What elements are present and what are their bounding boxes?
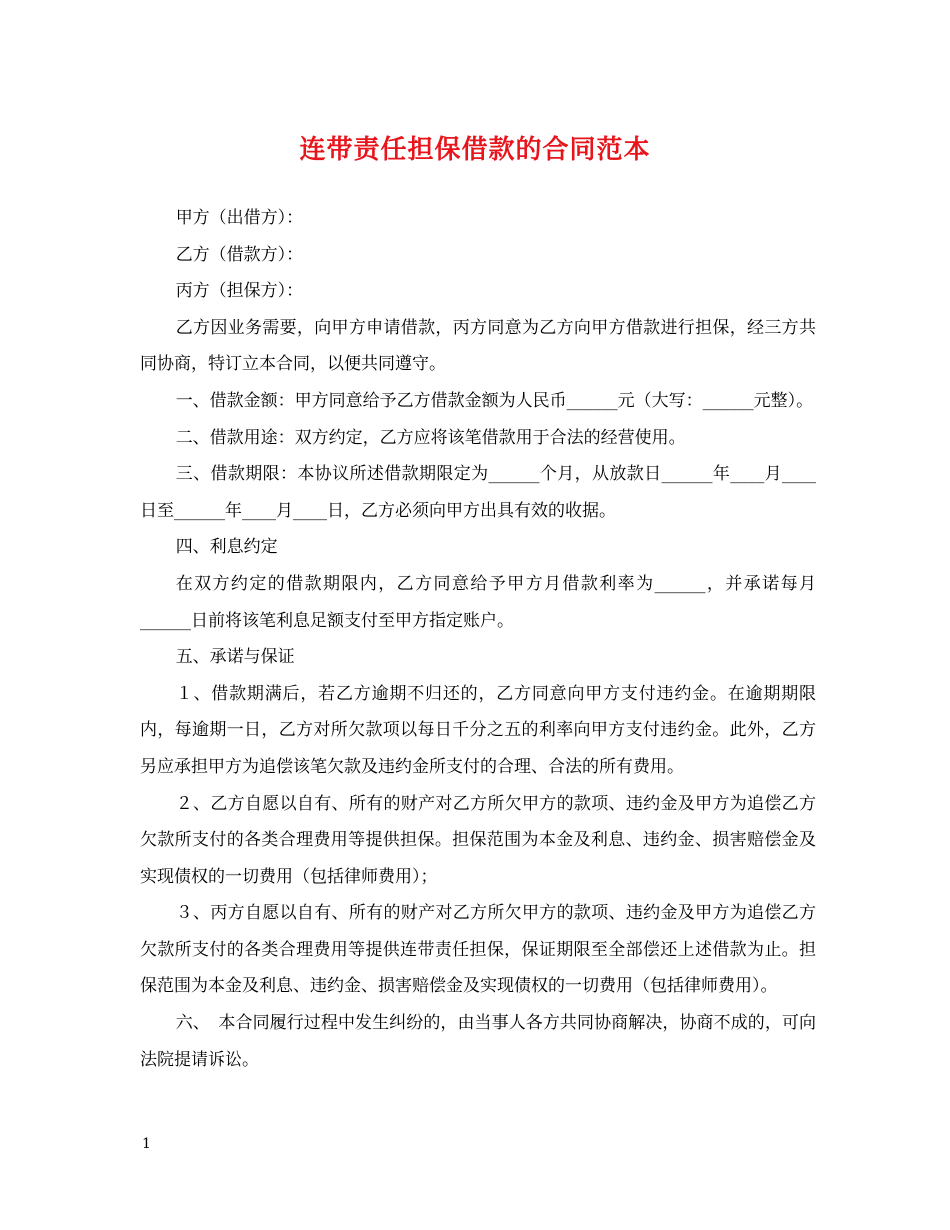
clause-interest-text: 在双方约定的借款期限内，乙方同意给予甲方月借款利率为______，并承诺每月______日前将该笔利息足额支付至甲方指定账户。: [140, 573, 816, 631]
party-c-line: 丙方（担保方）：: [175, 281, 304, 302]
clause-promise-heading: 五、承诺与保证: [175, 647, 295, 668]
clause-loan-amount: 一、借款金额：甲方同意给予乙方借款金额为人民币______元（大写：______元整）。: [175, 390, 814, 411]
party-a-line: 甲方（出借方）：: [175, 208, 304, 228]
party-b-line: 乙方（借款方）：: [175, 244, 304, 265]
clause-interest-heading: 四、利息约定: [175, 537, 278, 558]
preamble-paragraph: 乙方因业务需要，向甲方申请借款，丙方同意为乙方向甲方借款进行担保，经三方共同协商，特订立本合同，以便共同遵守。: [140, 317, 816, 375]
document-body: [140, 200, 816, 1078]
promise-item-3: ３、丙方自愿以自有、所有的财产对乙方所欠甲方的款项、违约金及甲方为追偿乙方欠款所支付的各类合理费用等提供连带责任担保，保证期限至全部偿还上述借款为止。担保范围为本金及利息、违约金、损害赔偿金及实现债权的一切费用（包括律师费用）。: [140, 903, 816, 997]
clause-dispute: 六、 本合同履行过程中发生纠纷的，由当事人各方共同协商解决，协商不成的，可向法院提请诉讼。: [140, 1013, 816, 1070]
clause-loan-purpose: 二、借款用途：双方约定，乙方应将该笔借款用于合法的经营使用。: [175, 427, 686, 448]
promise-item-2: ２、乙方自愿以自有、所有的财产对乙方所欠甲方的款项、违约金及甲方为追偿乙方欠款所支付的各类合理费用等提供担保。担保范围为本金及利息、违约金、损害赔偿金及实现债权的一切费用（包括律师费用）；: [140, 793, 816, 887]
page-number: 1: [142, 1136, 151, 1152]
clause-loan-term: 三、借款期限：本协议所述借款期限定为______个月，从放款日______年____月____日至______年____月____日，乙方必须向甲方出具有效的收据。: [140, 464, 816, 521]
promise-item-1: １、借款期满后，若乙方逾期不归还的，乙方同意向甲方支付违约金。在逾期期限内，每逾期一日，乙方对所欠款项以每日千分之五的利率向甲方支付违约金。此外，乙方另应承担甲方为追偿该笔欠款及违约金所支付的合理、合法的所有费用。: [140, 683, 816, 777]
document-title: 连带责任担保借款的合同范本: [299, 135, 651, 165]
